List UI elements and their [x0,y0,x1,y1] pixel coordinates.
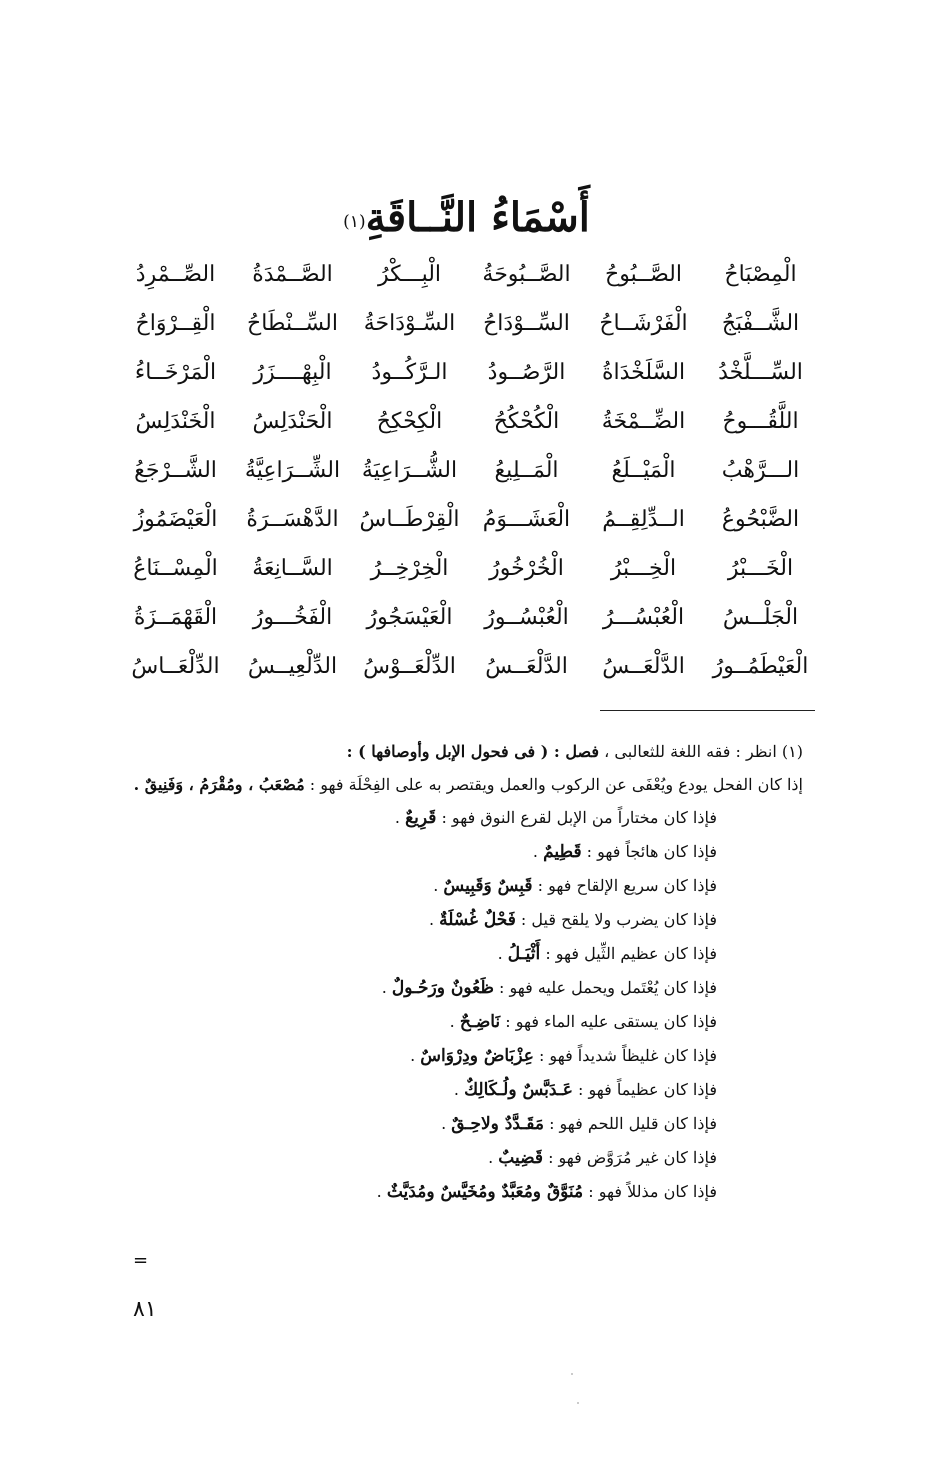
name-cell: الدِّلْعَــوْسُ [363,654,456,679]
name-cell: الدَّلْعَــسُ [602,654,685,679]
footnote-line-plain: فإذا كان مختاراً من الإبل لقرع النوق فهو : [441,808,717,827]
footnote-line-plain: فإذا كان غير مُرَوَّض فهو : [548,1148,717,1167]
names-row [118,299,818,348]
names-row [118,250,818,299]
name-cell: الْخَنْدَلِسُ [135,409,216,434]
footnote-heading-bold: فصل : ( فى فحول الإبل وأوصافها ) : [346,742,600,761]
footnote-intro-bold: مُصْعَبُ ، ومُقْرَمُ ، وَفَنِيقٌ . [133,775,305,794]
name-cell: السِّــوْدَاحُ [483,311,570,336]
name-cell: الشِّــرَاعِيَّةُ [244,458,341,483]
footnote-line [121,1141,811,1175]
name-cell: الْبِهْــــزَرُ [253,360,332,385]
footnote-line-end: . [532,842,538,861]
footnote-separator [600,710,815,711]
footnote-line-plain: فإذا كان سريع الإلقاح فهو : [537,876,717,895]
name-cell: الدَّلْعَــسُ [485,654,568,679]
names-row [118,544,818,593]
page-title [0,190,933,246]
footnote-line-end: . [428,910,435,929]
names-row [118,348,818,397]
names-row [118,642,818,691]
footnote-line-plain: فإذا كان عظيماً فهو : [578,1080,717,1099]
names-row [118,446,818,495]
name-cell: الصَّــبُوحَةُ [482,262,571,287]
name-cell: الْعَيْطَمُــورُ [712,654,809,679]
name-cell: الْخِـــبْرُ [610,556,677,581]
name-cell: الْقَهْمَــزَةُ [133,605,218,630]
name-cell: الصِّــمْرِدُ [135,262,216,287]
footnote-line-term: عَـدَبَّسٌ ولُـكَالِكٌ [464,1080,573,1100]
footnote-line [121,1175,811,1209]
footnote-line-plain: فإذا كان يُعْتَمل ويحمل عليه فهو : [498,978,717,997]
footnote-line-plain: فإذا كان غليظاً شديداً فهو : [538,1046,717,1065]
footnote-line-term: فَحْلٌ غُسْلَةٌ [439,910,516,930]
footnote-line-plain: فإذا كان عظيم الثِّيل فهو : [545,944,717,963]
footnote-line-plain: فإذا كان يضرب ولا يلقح قيل : [520,910,717,929]
names-row [118,593,818,642]
name-cell: الْمَيْــلَعُ [611,458,676,483]
name-cell: الدَّهْسَــرَةُ [246,507,339,532]
names-grid [118,250,818,691]
name-cell: الضِّــمْخَةُ [601,409,686,434]
footnote-line [121,1107,811,1141]
footnote-heading [121,735,811,768]
footnote-heading-plain: (١) انظر : فقه اللغة للثعالبى ، [604,742,803,761]
name-cell: الْكُحْكُحُ [493,409,560,434]
footnote-line-end: . [441,1114,447,1133]
footnote-line-end: . [497,944,503,963]
footnote-line-end: . [453,1080,459,1099]
name-cell: الْجَلْــسُ [722,605,799,630]
name-cell: الــدِّلِقِــمُ [602,507,685,532]
footnote-line [121,1039,811,1073]
footnote-line-term: مُنَوَّقٌ ومُعَبَّدٌ ومُخَيَّسٌ ومُدَيَّثٌ [386,1182,584,1202]
footnote-line-term: قَرِيعٌ [405,808,437,828]
footnote-line-plain: فإذا كان قليل اللحم فهو : [549,1114,717,1133]
name-cell: الْخُرْخُورُ [489,556,564,581]
name-cell: الدِّلْعِيــسُ [247,654,338,679]
footnote-line-end: . [394,808,400,827]
footnote-line-end: . [376,1182,382,1201]
footnote-line-term: مَقَـدَّدٌ ولاحِـقٌ [451,1114,544,1134]
name-cell: الْخَـــبْرُ [727,556,794,581]
names-row [118,397,818,446]
footnote-line-end: . [433,876,439,895]
footnote-block [121,735,811,1209]
name-cell: الْمِسْــنَاعُ [133,556,218,581]
title-footnote-ref: (١) [343,212,366,232]
footnote-line [121,801,811,835]
footnote-line-end: . [410,1046,416,1065]
speck-mark [577,1402,579,1404]
name-cell: السَّــانِعَةُ [252,556,333,581]
name-cell: الْقِرْطَــاسُ [359,507,460,532]
speck-mark [571,1373,573,1375]
footnote-line-term: عِزْبَاضٌ ودِرْوَاسٌ [420,1046,534,1066]
name-cell: الْعُبْسُــورُ [484,605,569,630]
footnote-intro-plain: إذا كان الفحل يودع ويُعْفَى عن الركوب والعمل ويقتصر به على الفِحْلَة فهو : [309,775,803,794]
name-cell: الْحَنْدَلِسُ [252,409,333,434]
name-cell: الشَّــرْجَعُ [134,458,217,483]
title-text: أَسْمَاءُ النَّــاقَةِ [365,194,590,241]
names-row [118,495,818,544]
footnote-line [121,937,811,971]
footnote-line-term: ظَعُونٌ ورَحُـولٌ [391,978,494,998]
footnote-line [121,1005,811,1039]
footnote-line-end: . [449,1012,455,1031]
name-cell: الْمَــلِيعُ [494,458,559,483]
footnote-line-term: نَاضِـحٌ [459,1012,501,1032]
footnote-line-term: أَثْيَـلُ [507,944,541,964]
name-cell: الْكِحْكِحُ [376,409,443,434]
name-cell: الْفَخُـــورُ [252,605,333,630]
footnote-line [121,903,811,937]
page-number: ٨١ [133,1297,157,1322]
name-cell: السِّــنْطَاحُ [247,311,338,336]
name-cell: الضَّبْحُوعُ [721,507,800,532]
name-cell: الـرَّكُــودُ [371,360,448,385]
name-cell: الْعَيْضَمُوزُ [133,507,218,532]
name-cell: السَّلَخْدَاةُ [601,360,686,385]
footnote-line-term: قَضِيبٌ [498,1148,543,1168]
name-cell: الصَّــبُوحُ [605,262,682,287]
name-cell: الْعَيْسَجُورُ [366,605,453,630]
footnote-line [121,835,811,869]
name-cell: الْفَرْشَــاحُ [599,311,688,336]
footnote-line-term: قَطِيمٌ [543,842,582,862]
name-cell: اللَّقُـــوحُ [722,409,799,434]
footnote-line-plain: فإذا كان مذللاً فهو : [588,1182,717,1201]
footnote-line [121,1073,811,1107]
name-cell: السِّـــلَّخْدُ [718,360,803,385]
footnote-intro [121,768,811,801]
name-cell: الرَّصُــودُ [487,360,566,385]
name-cell: الْعَشَـــوَمُ [482,507,571,532]
footnote-line-end: . [381,978,387,997]
name-cell: الـــرَّهْبُ [721,458,800,483]
name-cell: الصَّــمْدَةُ [252,262,333,287]
footnote-lines [121,801,811,1209]
name-cell: الْخِرْخِــرُ [370,556,449,581]
name-cell: الشَّــفْبَجُ [721,311,800,336]
footnote-line [121,869,811,903]
footnote-line-plain: فإذا كان يستقى عليه الماء فهو : [505,1012,717,1031]
name-cell: الْمَرْخَــاءُ [134,360,217,385]
continuation-mark: = [133,1250,149,1271]
footnote-line-term: قَبِسٌ وَقَبِيسٌ [443,876,533,896]
name-cell: السِّـوْدَاحَةُ [363,311,456,336]
footnote-line-end: . [488,1148,494,1167]
footnote-line [121,971,811,1005]
name-cell: الْقِــرْوَاحُ [135,311,216,336]
name-cell: الدِّلْعَــاسُ [131,654,220,679]
name-cell: الشُّــرَاعِيَةُ [361,458,458,483]
name-cell: الْعُبْسُـــرُ [602,605,685,630]
footnote-line-plain: فإذا كان هائجاً فهو : [586,842,717,861]
name-cell: الْمِصْبَاحُ [724,262,797,287]
name-cell: الْبِـــكْرُ [377,262,442,287]
